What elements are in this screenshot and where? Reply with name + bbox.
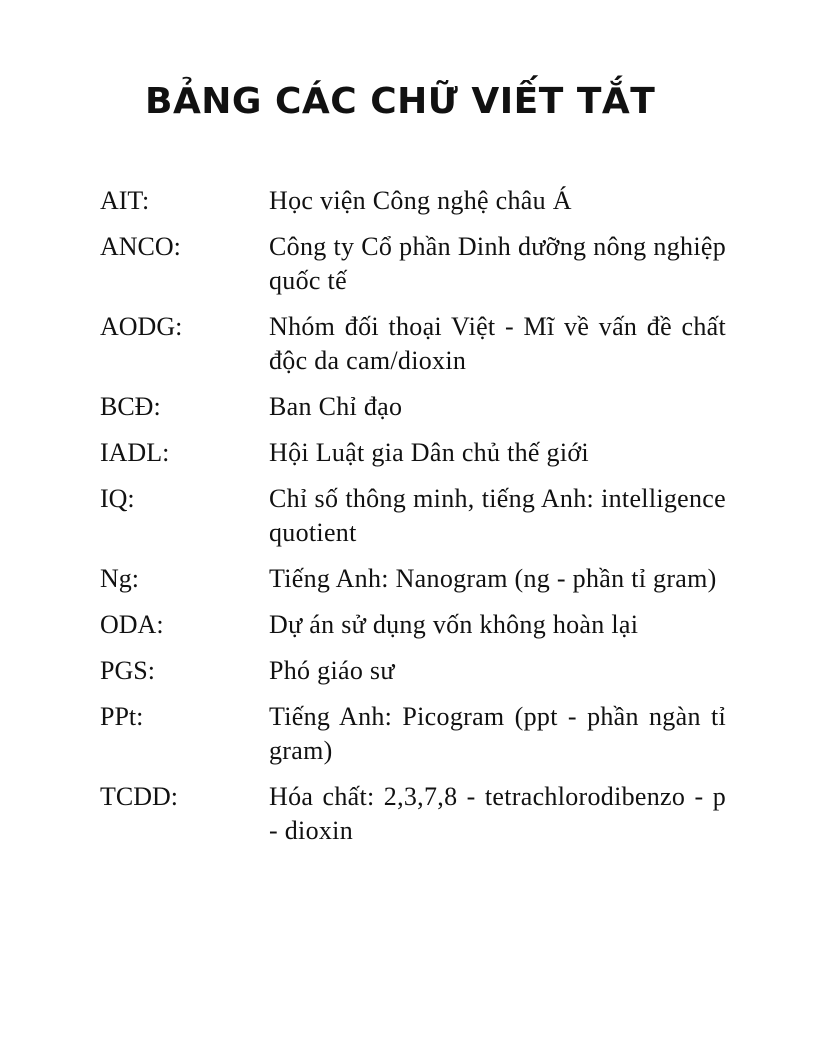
abbreviation-list [100,184,726,860]
list-item [100,654,726,688]
abbreviation: Ng: [100,564,139,593]
definition: Học viện Công nghệ châu Á [269,186,572,215]
list-item [100,482,726,550]
definition: Nhóm đối thoại Việt - Mĩ về vấn đề chất độc da cam/dioxin [269,312,726,375]
definition: Phó giáo sư [269,656,395,685]
list-item [100,562,726,596]
abbreviation: ODA: [100,610,164,639]
list-item [100,390,726,424]
abbreviation: AODG: [100,312,183,341]
list-item [100,310,726,378]
definition: Ban Chỉ đạo [269,392,403,421]
list-item [100,184,726,218]
definition: Tiếng Anh: Nanogram (ng - phần tỉ gram) [269,564,717,593]
abbreviation: IQ: [100,484,135,513]
abbreviation: TCDD: [100,782,178,811]
abbreviation: AIT: [100,186,150,215]
abbreviation: PGS: [100,656,155,685]
list-item [100,780,726,848]
list-item [100,700,726,768]
definition: Hội Luật gia Dân chủ thế giới [269,438,589,467]
definition: Dự án sử dụng vốn không hoàn lại [269,610,639,639]
list-item [100,230,726,298]
list-item [100,608,726,642]
abbreviation: PPt: [100,702,144,731]
definition: Hóa chất: 2,3,7,8 - tetrachlorodibenzo - p - dioxin [269,782,726,845]
abbreviation: BCĐ: [100,392,161,421]
definition: Chỉ số thông minh, tiếng Anh: intelligence quotient [269,484,726,547]
definition: Công ty Cổ phần Dinh dưỡng nông nghiệp quốc tế [269,232,726,295]
page-title: BẢNG CÁC CHỮ VIẾT TẮT [145,81,656,122]
definition: Tiếng Anh: Picogram (ppt - phần ngàn tỉ gram) [269,702,726,765]
list-item [100,436,726,470]
abbreviation: ANCO: [100,232,181,261]
abbreviation: IADL: [100,438,170,467]
